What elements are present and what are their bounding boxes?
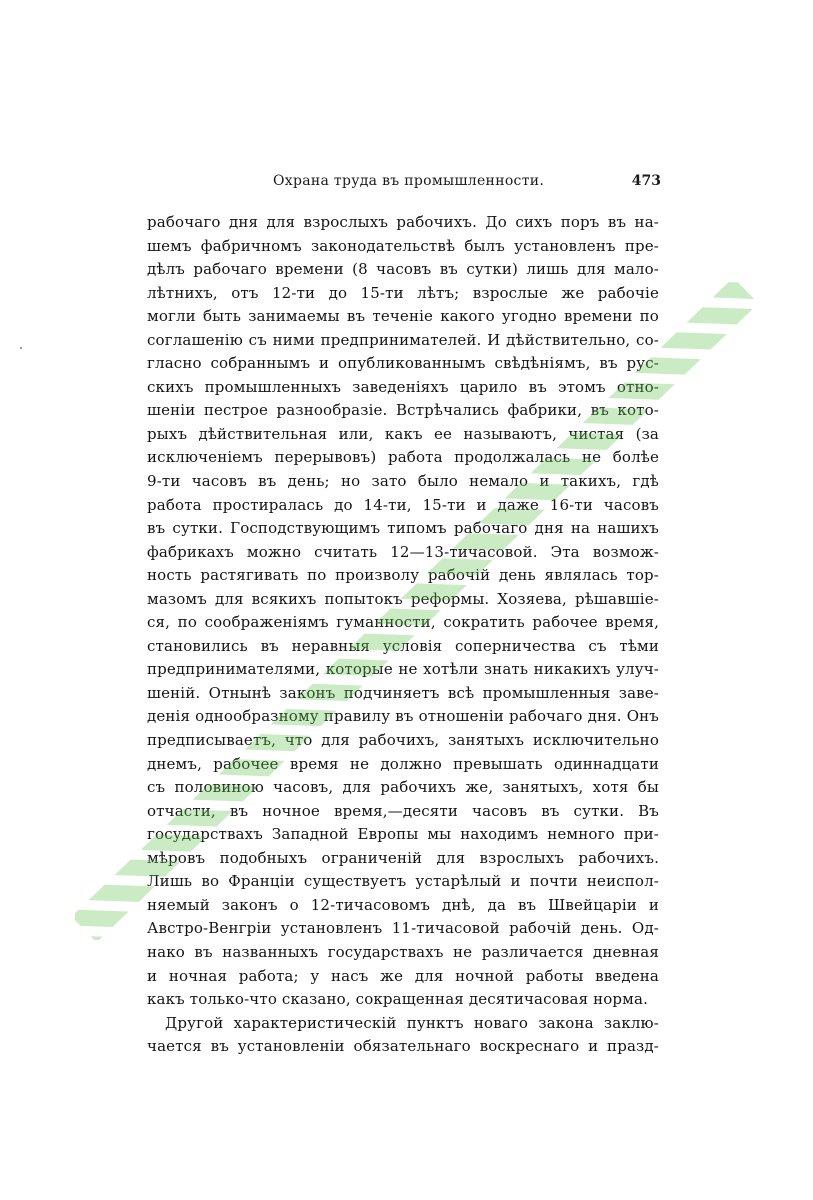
text-line: Другой характеристическій пунктъ новаго закона заклю- <box>165 1013 659 1032</box>
scan-speck <box>20 347 22 349</box>
text-line: Лишь во Франціи существуетъ устарѣлый и почти неиспол- <box>147 872 659 891</box>
text-line: могли быть занимаемы въ теченіе какого угодно времени по <box>147 307 659 326</box>
text-line: отчасти, въ ночное время,—десяти часовъ въ сутки. Въ <box>147 801 659 820</box>
text-line: рыхъ дѣйствительная или, какъ ее называютъ, чистая (за <box>147 424 659 443</box>
text-line: шеній. Отнынѣ законъ подчиняетъ всѣ промышленныя заве- <box>147 683 659 702</box>
text-line: съ половиною часовъ, для рабочихъ же, занятыхъ, хотя бы <box>147 778 659 797</box>
page-number: 473 <box>631 173 661 189</box>
text-line: шеніи пестрое разнообразіе. Встрѣчались фабрики, въ кото- <box>147 401 659 420</box>
text-line: шемъ фабричномъ законодательствѣ былъ установленъ пре- <box>147 236 659 255</box>
text-line: государствахъ Западной Европы мы находимъ немного при- <box>147 825 659 844</box>
text-line: фабрикахъ можно считать 12—13-тичасовой. Эта возмож- <box>147 542 659 561</box>
text-line: работа простиралась до 14-ти, 15-ти и даже 16-ти часовъ <box>147 495 659 514</box>
text-line: исключеніемъ перерывовъ) работа продолжалась не болѣе <box>147 448 659 467</box>
text-line: ся, по соображеніямъ гуманности, сократить рабочее время, <box>147 613 659 632</box>
text-line: становились въ неравныя условія соперничества съ тѣми <box>147 636 659 655</box>
text-line: рабочаго дня для взрослыхъ рабочихъ. До сихъ поръ въ на- <box>147 213 659 231</box>
text-line: дѣлъ рабочаго времени (8 часовъ въ сутки) лишь для мало- <box>147 260 659 279</box>
text-line: скихъ промышленныхъ заведеніяхъ царило въ этомъ отно- <box>147 377 659 396</box>
text-line: Австро-Венгріи установленъ 11-тичасовой рабочій день. Од- <box>147 919 659 938</box>
text-line: и ночная работа; у насъ же для ночной работы введена <box>147 966 659 985</box>
text-line: чается въ установленіи обязательнаго воскреснаго и празд- <box>147 1037 659 1056</box>
text-line: въ сутки. Господствующимъ типомъ рабочаго дня на нашихъ <box>147 519 659 538</box>
text-line: лѣтнихъ, отъ 12-ти до 15-ти лѣтъ; взрослые же рабочіе <box>147 283 659 302</box>
text-line: нако въ названныхъ государствахъ не различается дневная <box>147 942 659 961</box>
text-line: мазомъ для всякихъ попытокъ реформы. Хозяева, рѣшавшіе- <box>147 589 659 608</box>
text-line: мѣровъ подобныхъ ограниченій для взрослыхъ рабочихъ. <box>147 848 659 867</box>
body-text <box>147 211 659 1059</box>
page-header <box>145 173 665 195</box>
text-line: ность растягивать по произволу рабочій день являлась тор- <box>147 566 659 585</box>
text-line: какъ только-что сказано, сокращенная десятичасовая норма. <box>147 990 649 1009</box>
text-line: соглашенію съ ними предпринимателей. И дѣйствительно, со- <box>147 330 659 349</box>
text-line: предпринимателями, которые не хотѣли знать никакихъ улуч- <box>147 660 659 679</box>
text-line: предписываетъ, что для рабочихъ, занятыхъ исключительно <box>147 731 659 750</box>
text-line: днемъ, рабочее время не должно превышать одиннадцати <box>147 754 659 773</box>
text-line: денія однообразному правилу въ отношеніи рабочаго дня. Онъ <box>147 707 659 726</box>
text-line: гласно собраннымъ и опубликованнымъ свѣдѣніямъ, въ рус- <box>147 354 659 373</box>
text-line: 9-ти часовъ въ день; но зато было немало и такихъ, гдѣ <box>147 472 659 491</box>
running-title: Охрана труда въ промышленности. <box>273 173 545 189</box>
text-line: няемый законъ о 12-тичасовомъ днѣ, да въ Швейцаріи и <box>147 895 659 914</box>
